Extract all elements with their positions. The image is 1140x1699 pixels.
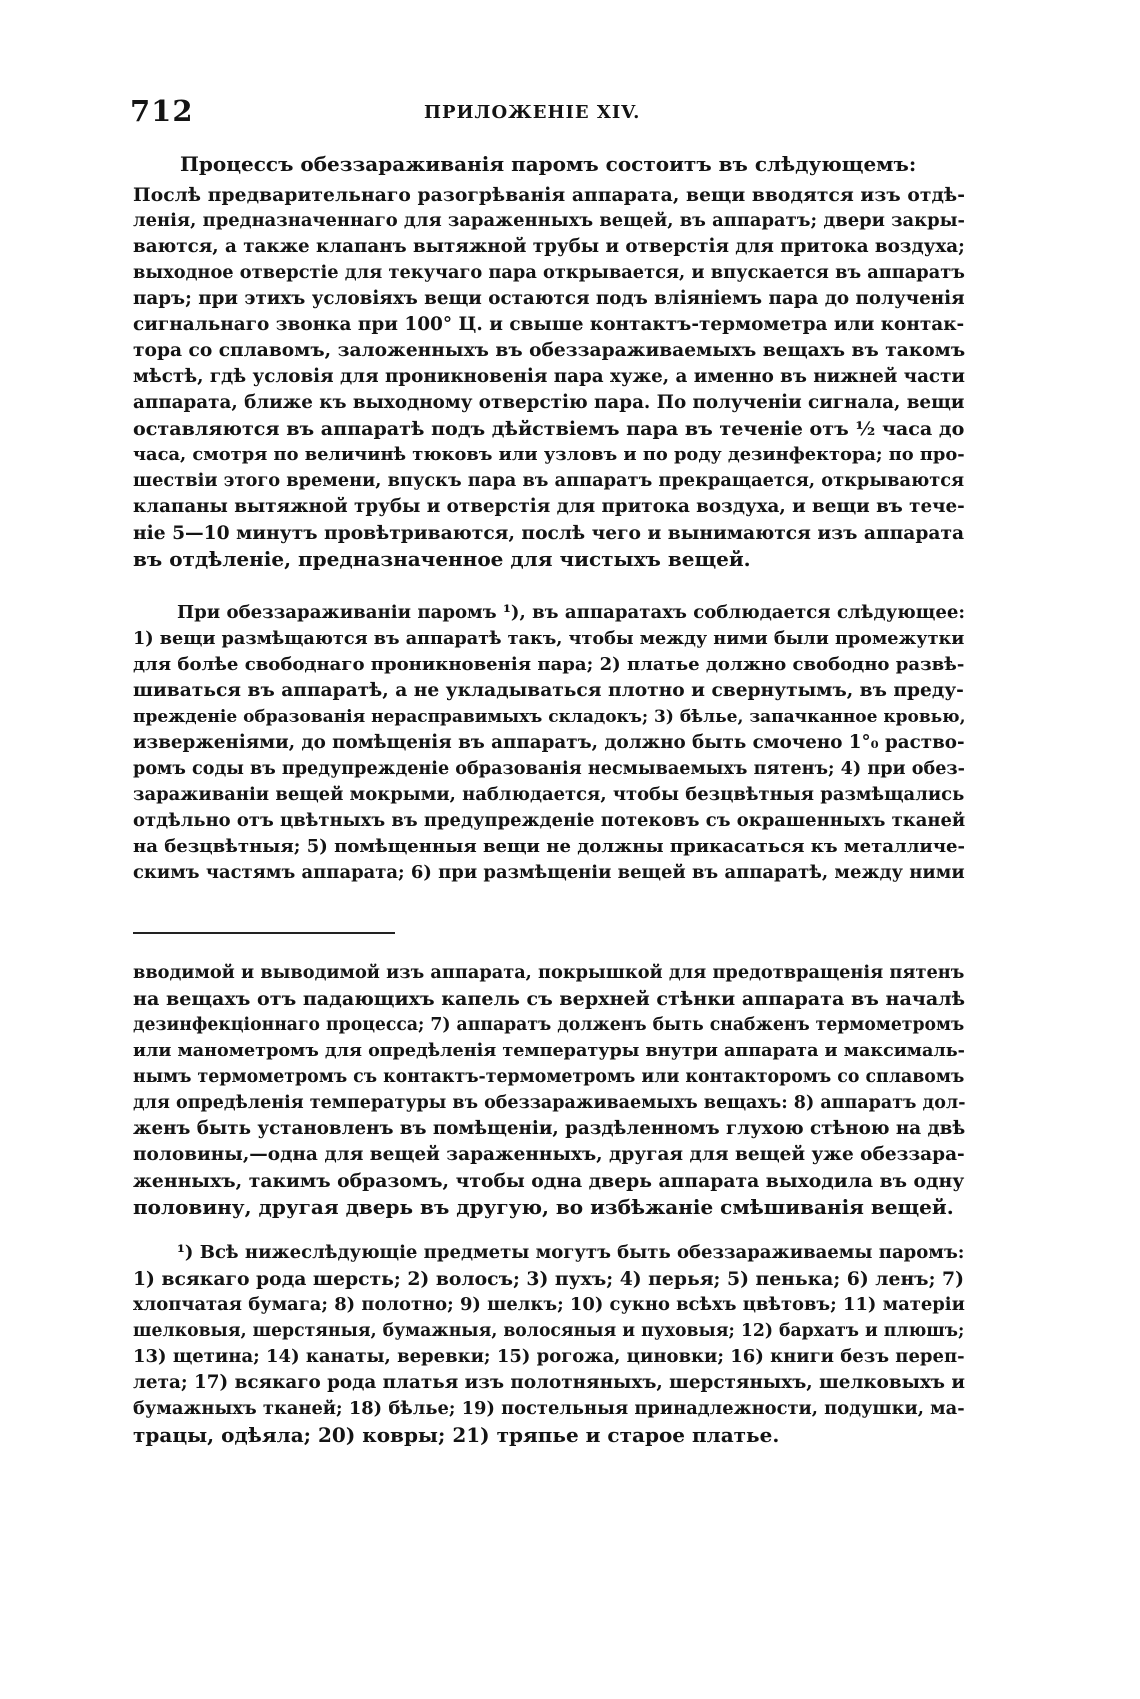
text-line: изверженіями, до помѣщенія въ аппаратъ, должно быть смочено 1°₀ раство- bbox=[133, 732, 965, 753]
intro-line: Процессъ обеззараживанія паромъ состоитъ въ слѣдующемъ: bbox=[180, 152, 917, 176]
text-line: скимъ частямъ аппарата; 6) при размѣщеніи вещей въ аппаратѣ, между ними bbox=[133, 862, 965, 883]
text-line: на вещахъ отъ падающихъ капель съ верхней стѣнки аппарата въ началѣ bbox=[133, 988, 966, 1010]
text-line: шиваться въ аппаратѣ, а не укладываться плотно и свернутымъ, въ преду- bbox=[133, 680, 964, 701]
text-line: половину, другая дверь въ другую, во избѣжаніе смѣшиванія вещей. bbox=[133, 1195, 954, 1219]
text-line: Послѣ предварительнаго разогрѣванія аппарата, вещи вводятся изъ отдѣ- bbox=[133, 184, 966, 206]
text-line: ромъ соды въ предупрежденіе образованія несмываемыхъ пятенъ; 4) при обез- bbox=[133, 758, 965, 779]
text-line: аппарата, ближе къ выходному отверстію пара. По полученіи сигнала, вещи bbox=[133, 392, 965, 413]
footnote-line: шелковыя, шерстяныя, бумажныя, волосяныя и пуховыя; 12) бархатъ и плюшъ; bbox=[133, 1321, 965, 1341]
footnote-divider bbox=[133, 932, 395, 934]
text-line: для болѣе свободнаго проникновенія пара; 2) платье должно свободно развѣ- bbox=[133, 654, 965, 675]
text-line: ленія, предназначеннаго для зараженныхъ вещей, въ аппаратъ; двери закры- bbox=[133, 210, 965, 231]
footnote bbox=[133, 1240, 965, 1448]
text-line: отдѣльно отъ цвѣтныхъ въ предупрежденіе потековъ съ окрашенныхъ тканей bbox=[133, 810, 966, 831]
footnote-line: хлопчатая бумага; 8) полотно; 9) шелкъ; 10) сукно всѣхъ цвѣтовъ; 11) матеріи bbox=[133, 1294, 965, 1315]
text-line: тора со сплавомъ, заложенныхъ въ обеззараживаемыхъ вещахъ въ такомъ bbox=[133, 340, 966, 361]
text-line: 1) вещи размѣщаются въ аппаратѣ такъ, чтобы между ними были промежутки bbox=[133, 628, 965, 649]
text-line: вводимой и выводимой изъ аппарата, покрышкой для предотвращенія пятенъ bbox=[133, 962, 965, 983]
text-line: половины,—одна для вещей зараженныхъ, другая для вещей уже обеззара- bbox=[133, 1144, 965, 1165]
text-line: ваются, а также клапанъ вытяжной трубы и отверстія для притока воздуха; bbox=[133, 236, 965, 257]
footnote-line: 1) всякаго рода шерсть; 2) волосъ; 3) пухъ; 4) перья; 5) пенька; 6) ленъ; 7) bbox=[133, 1268, 964, 1290]
text-line: женныхъ, такимъ образомъ, чтобы одна дверь аппарата выходила въ одну bbox=[133, 1170, 965, 1192]
footnote-line: ¹) Всѣ нижеслѣдующіе предметы могутъ быть обеззараживаемы паромъ: bbox=[177, 1242, 965, 1263]
text-line: оставляются въ аппаратѣ подъ дѣйствіемъ пара въ теченіе отъ ½ часа до bbox=[133, 417, 965, 440]
text-line: шествіи этого времени, впускъ пара въ аппаратъ прекращается, открываются bbox=[133, 470, 965, 491]
text-line: часа, смотря по величинѣ тюковъ или узловъ и по роду дезинфектора; по про- bbox=[133, 444, 965, 465]
text-line: на безцвѣтныя; 5) помѣщенныя вещи не должны прикасаться къ металличе- bbox=[133, 836, 966, 857]
page-number: 712 bbox=[130, 94, 194, 128]
text-line: паръ; при этихъ условіяхъ вещи остаются подъ вліяніемъ пара до полученія bbox=[133, 288, 965, 309]
footnote-line: 13) щетина; 14) канаты, веревки; 15) рогожа, циновки; 16) книги безъ переп- bbox=[133, 1346, 965, 1367]
text-line: дезинфекціоннаго процесса; 7) аппаратъ долженъ быть снабженъ термометромъ bbox=[133, 1015, 965, 1035]
text-line: клапаны вытяжной трубы и отверстія для притока воздуха, и вещи въ тече- bbox=[133, 496, 965, 517]
text-line: ніе 5—10 минутъ провѣтриваются, послѣ чего и вынимаются изъ аппарата bbox=[133, 522, 965, 544]
text-line: При обеззараживаніи паромъ ¹), въ аппаратахъ соблюдается слѣдующее: bbox=[177, 602, 966, 623]
footnote-line: трацы, одѣяла; 20) ковры; 21) тряпье и старое платье. bbox=[133, 1423, 780, 1447]
text-line: женъ быть установленъ въ помѣщеніи, раздѣленномъ глухою стѣною на двѣ bbox=[133, 1118, 966, 1139]
paragraph-2 bbox=[133, 600, 965, 886]
paragraph-1 bbox=[133, 182, 965, 572]
text-line: зараживаніи вещей мокрыми, наблюдается, чтобы безцвѣтныя размѣщались bbox=[133, 784, 965, 805]
paragraph-3 bbox=[133, 960, 965, 1220]
running-header: ПРИЛОЖЕНІЕ XIV. bbox=[424, 102, 641, 123]
text-line: въ отдѣленіе, предназначенное для чистыхъ вещей. bbox=[133, 547, 751, 571]
text-line: или манометромъ для опредѣленія температуры внутри аппарата и максималь- bbox=[133, 1041, 965, 1061]
text-line: для опредѣленія температуры въ обеззараживаемыхъ вещахъ: 8) аппаратъ дол- bbox=[133, 1093, 966, 1113]
text-line: прежденіе образованія нерасправимыхъ складокъ; 3) бѣлье, запачканное кровью, bbox=[133, 707, 966, 727]
footnote-line: лета; 17) всякаго рода платья изъ полотняныхъ, шерстяныхъ, шелковыхъ и bbox=[133, 1372, 965, 1393]
text-line: нымъ термометромъ съ контактъ-термометромъ или контакторомъ со сплавомъ bbox=[133, 1067, 965, 1087]
text-line: мѣстѣ, гдѣ условія для проникновенія пара хуже, а именно въ нижней части bbox=[133, 366, 965, 387]
text-line: сигнальнаго звонка при 100° Ц. и свыше контактъ-термометра или контак- bbox=[133, 314, 965, 335]
text-line: выходное отверстіе для текучаго пара открывается, и впускается въ аппаратъ bbox=[133, 262, 965, 283]
footnote-line: бумажныхъ тканей; 18) бѣлье; 19) постельныя принадлежности, подушки, ма- bbox=[133, 1398, 965, 1419]
